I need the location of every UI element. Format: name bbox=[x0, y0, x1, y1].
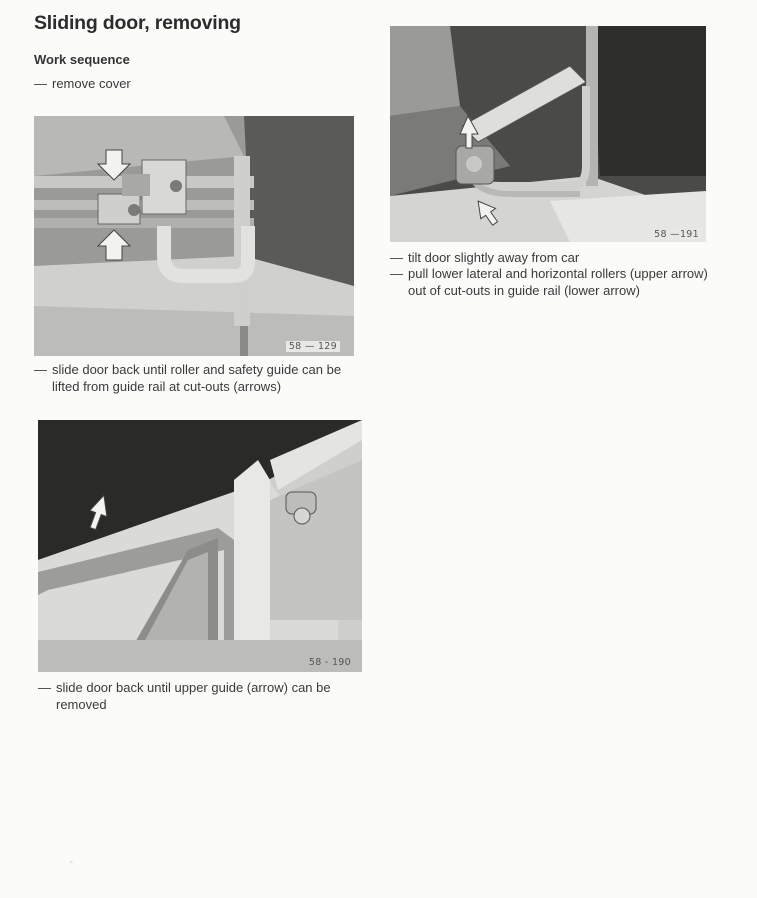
step-dash: — bbox=[390, 266, 403, 281]
upper-guide-illustration bbox=[38, 420, 362, 672]
page-mark: ’’ bbox=[70, 862, 73, 868]
figure-number: 58 — 129 bbox=[286, 341, 340, 352]
step-slide-back-upper bbox=[38, 680, 373, 713]
step-slide-back-roller bbox=[34, 362, 369, 395]
step-dash: — bbox=[390, 250, 403, 265]
step-dash: — bbox=[34, 76, 47, 91]
step-pull-rollers bbox=[390, 266, 720, 299]
figure-lower-rollers-photo bbox=[390, 26, 706, 242]
step-text: remove cover bbox=[52, 76, 131, 91]
step-text: pull lower lateral and horizontal rollers (upper arrow) out of cut-outs in guide rail (lower arrow) bbox=[408, 266, 708, 298]
step-text: tilt door slightly away from car bbox=[408, 250, 580, 265]
figure-number: 58 —191 bbox=[651, 229, 702, 240]
step-dash: — bbox=[38, 680, 51, 695]
step-tilt-door bbox=[390, 250, 720, 267]
section-heading: Work sequence bbox=[34, 52, 130, 67]
lower-rollers-illustration bbox=[390, 26, 706, 242]
step-dash: — bbox=[34, 362, 47, 377]
step-remove-cover bbox=[34, 76, 334, 93]
step-text: slide door back until upper guide (arrow) can be removed bbox=[56, 680, 331, 712]
roller-guide-illustration bbox=[34, 116, 354, 356]
figure-number: 58 - 190 bbox=[308, 657, 351, 668]
page-title: Sliding door, removing bbox=[34, 12, 241, 34]
figure-upper-guide-photo bbox=[38, 420, 362, 672]
figure-roller-guide-photo bbox=[34, 116, 354, 356]
step-text: slide door back until roller and safety guide can be lifted from guide rail at cut-outs (arrows) bbox=[52, 362, 342, 394]
